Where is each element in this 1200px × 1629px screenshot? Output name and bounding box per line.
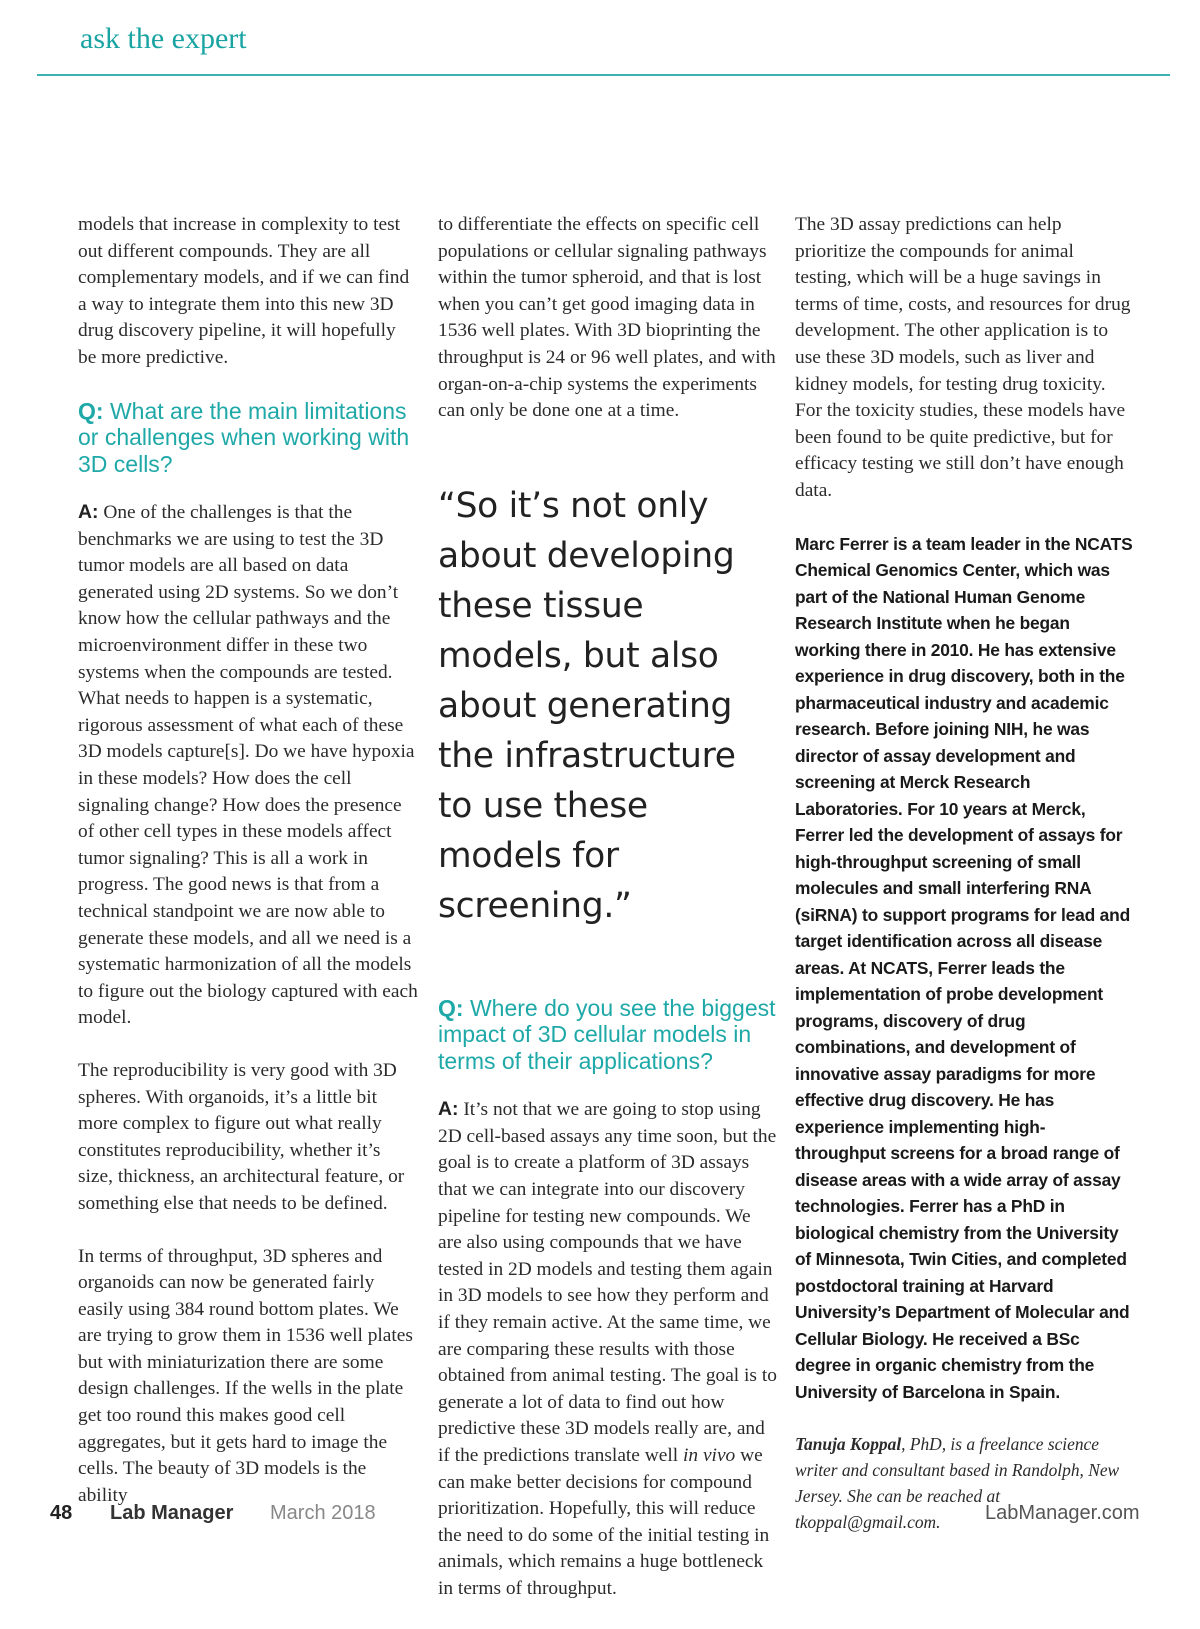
- answer-label: A:: [438, 1098, 459, 1121]
- question-text: What are the main limitations or challenges when working with 3D cells?: [78, 397, 410, 477]
- page-number: 48: [50, 1502, 73, 1524]
- column-3: [795, 212, 1135, 1535]
- question-text: Where do you see the biggest impact of 3D cellular models in terms of their applications?: [438, 994, 776, 1074]
- header-rule: [37, 74, 1170, 76]
- answer-italic: in vivo: [683, 1444, 736, 1466]
- question-label: Q:: [78, 397, 104, 424]
- answer-text: we can make better decisions for compound prioritization. Hopefully, this will reduce the need to do some of the initial testing in animals, which remains a huge bottleneck in terms of throughput.: [438, 1444, 770, 1599]
- column-2: [438, 212, 778, 1629]
- answer-paragraph: [78, 499, 418, 1032]
- writer-name: Tanuja Koppal: [795, 1434, 902, 1455]
- paragraph: models that increase in complexity to test out different compounds. They are all complementary models, and if we can find a way to integrate them into this new 3D drug discovery pipeline, it will hopefully be more predictive.: [78, 214, 410, 368]
- author-bio: Marc Ferrer is a team leader in the NCATS Chemical Genomics Center, which was part of the National Human Genome Research Institute when he began working there in 2010. He has extensive experience in drug discovery, both in the pharmaceutical industry and academic research. Before joining NIH, he was director of assay development and screening at Merck Research Laboratories. For 10 years at Merck, Ferrer led the development of assays for high-throughput screening of small molecules and small interfering RNA (siRNA) to support programs for lead and target identification across all disease areas. At NCATS, Ferrer leads the implementation of probe development programs, discovery of drug combinations, and development of innovative assay paradigms for more effective drug discovery. He has experience implementing high-throughput screens for a broad range of disease areas with a wide array of assay technologies. Ferrer has a PhD in biological chemistry from the University of Minnesota, Twin Cities, and completed postdoctoral training at Harvard University’s Department of Molecular and Cellular Biology. He received a BSc degree in organic chemistry from the University of Barcelona in Spain.: [795, 533, 1133, 1402]
- question-heading: [78, 398, 418, 478]
- question-label: Q:: [438, 994, 464, 1021]
- website-link[interactable]: LabManager.com: [985, 1502, 1140, 1524]
- paragraph: In terms of throughput, 3D spheres and organoids can now be generated fairly easily using 384 round bottom plates. We are trying to grow them in 1536 well plates but with miniaturization there are some design challenges. If the wells in the plate get too round this makes good cell aggregates, but it gets hard to image the cells. The beauty of 3D models is the ability: [78, 1245, 413, 1506]
- question-heading: [438, 995, 778, 1075]
- section-header: ask the expert: [80, 22, 247, 55]
- pull-quote: “So it’s not only about developing these tissue models, but also about generating the infrastructure to use these models for screening.”: [438, 485, 736, 926]
- answer-text: It’s not that we are going to stop using 2D cell-based assays any time soon, but the goal is to create a platform of 3D assays that we can integrate into our discovery pipeline for testing new compounds. We are also using compounds that we have tested in 2D models and testing them again in 3D models to see how they perform and if they remain active. At the same time, we are comparing these results with those obtained from animal testing. The goal is to generate a lot of data to find out how predictive these 3D models really are, and if the predictions translate well: [438, 1099, 777, 1466]
- paragraph: to differentiate the effects on specific cell populations or cellular signaling pathways within the tumor spheroid, and that is lost when you can’t get good imaging data in 1536 well plates. With 3D bioprinting the throughput is 24 or 96 well plates, and with organ-on-a-chip systems the experiments can only be done one at a time.: [438, 214, 776, 422]
- magazine-name: Lab Manager: [110, 1502, 234, 1524]
- writer-credit-text: , PhD, is a freelance science writer and consultant based in Randolph, New Jersey. She can be reached at tkoppal@gmail.com.: [795, 1434, 1120, 1533]
- paragraph: The reproducibility is very good with 3D spheres. With organoids, it’s a little bit more complex to figure out what really constitutes reproducibility, whether it’s size, thickness, an architectural feature, or something else that needs to be defined.: [78, 1059, 405, 1214]
- issue-date: March 2018: [270, 1502, 376, 1524]
- answer-paragraph: [438, 1096, 778, 1602]
- column-1: [78, 212, 418, 1535]
- paragraph: The 3D assay predictions can help prioritize the compounds for animal testing, which will be a huge savings in terms of time, costs, and resources for drug development. The other application is to use these 3D models, such as liver and kidney models, for testing drug toxicity. For the toxicity studies, these models have been found to be quite predictive, but for efficacy testing we still don’t have enough data.: [795, 214, 1131, 501]
- answer-label: A:: [78, 501, 99, 524]
- answer-text: One of the challenges is that the benchmarks we are using to test the 3D tumor models are all based on data generated using 2D systems. So we don’t know how the cellular pathways and the microenvironment differ in these two systems when the compounds are tested. What needs to happen is a systematic, rigorous assessment of what each of these 3D models capture[s]. Do we have hypoxia in these models? How does the cell signaling change? How does the presence of other cell types in these models affect tumor signaling? This is all a work in progress. The good news is that from a technical standpoint we are now able to generate these models, and all we need is a systematic harmonization of all the models to figure out the biology captured with each model.: [78, 502, 418, 1029]
